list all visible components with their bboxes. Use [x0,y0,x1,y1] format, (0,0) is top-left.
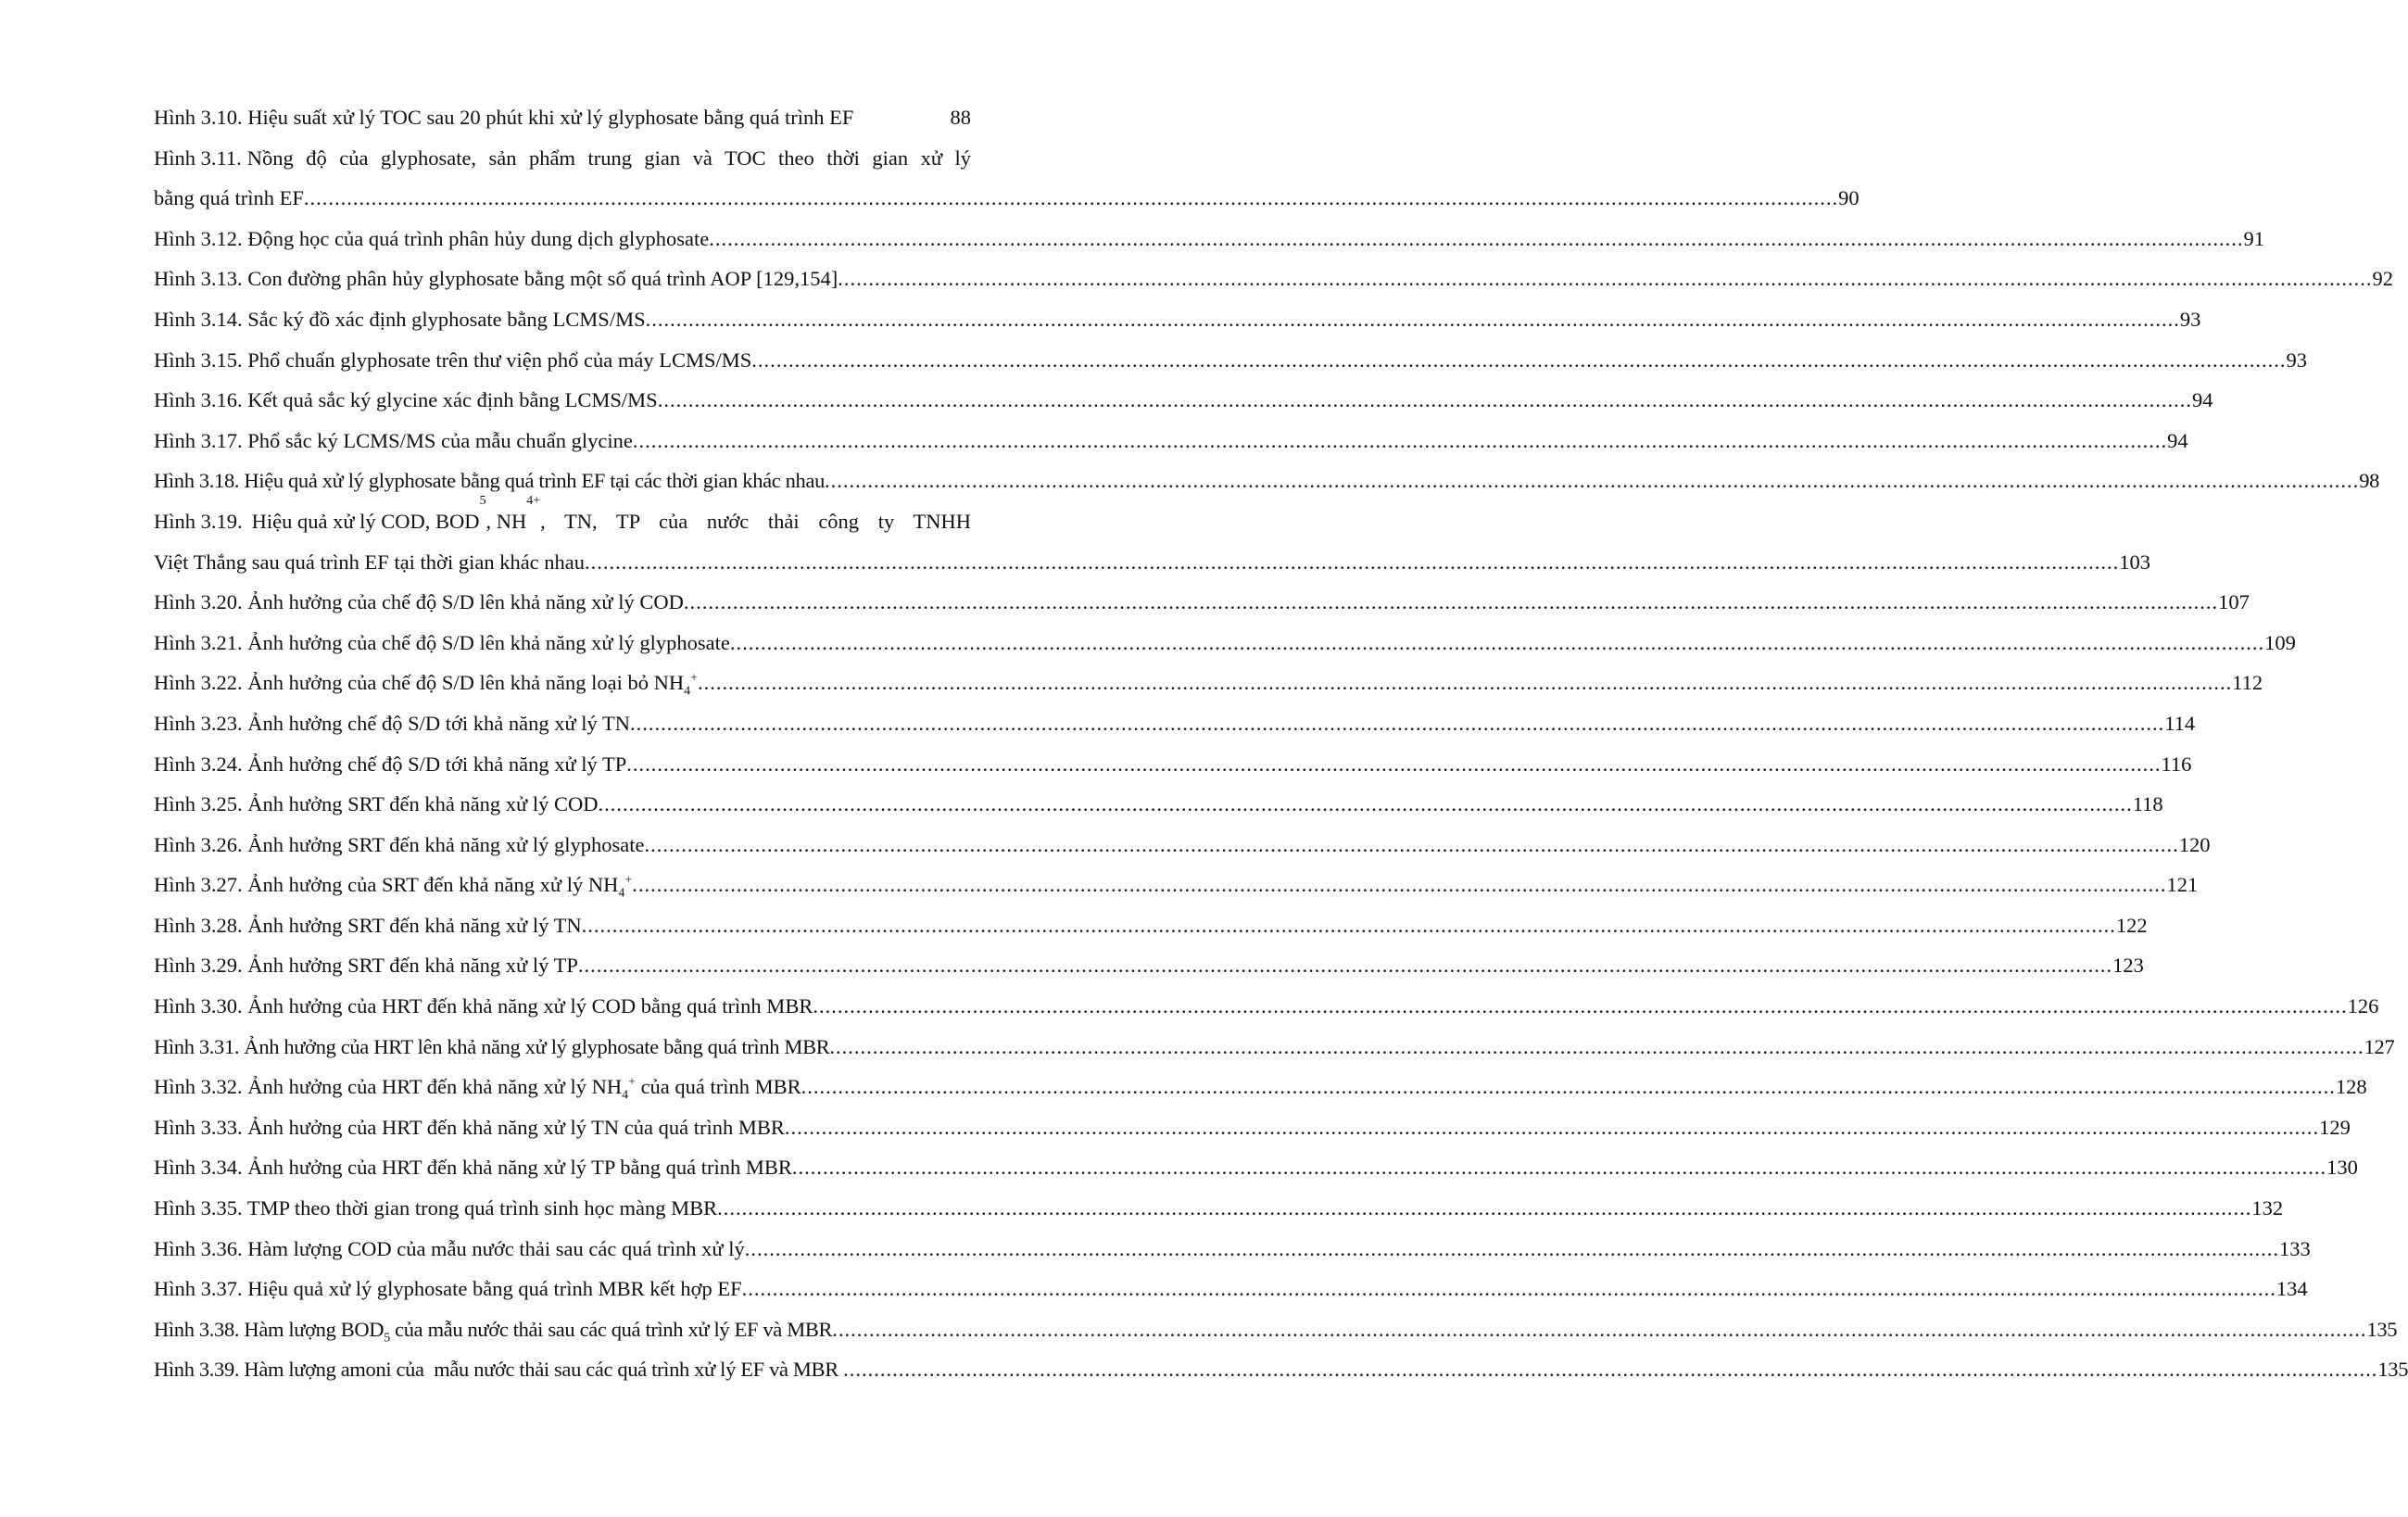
superscript: + [690,671,698,686]
page-number: 107 [2218,590,2250,614]
figure-title: Ảnh hưởng của HRT đến khả năng xử lý TN của quá trình MBR [247,1115,785,1139]
subscript: 4 [618,886,625,901]
figure-label: Hình 3.37. [154,1277,243,1301]
page-number: 94 [2191,388,2213,412]
toc-entry-3-25[interactable] [154,784,2163,825]
figure-label: Hình 3.23. [154,711,243,735]
figure-label: Hình 3.28. [154,913,243,937]
figure-title: Con đường phân hủy glyphosate bằng một số quá trình AOP [129,154] [247,267,838,291]
figure-title: Ảnh hưởng của chế độ S/D lên khả năng loại bỏ NH [247,671,685,695]
figure-title: Ảnh hưởng của HRT lên khả năng xử lý glyphosate bằng quá trình MBR [244,1034,830,1058]
toc-entry-3-19[interactable] [154,493,971,542]
page-number: 134 [2276,1277,2308,1301]
toc-entry-3-37[interactable] [154,1269,2308,1309]
figure-label: Hình 3.31. [154,1034,240,1058]
figure-label: Hình 3.10. [154,106,243,129]
toc-entry-3-20[interactable] [154,582,2250,623]
toc-entry-3-13[interactable] [154,259,2393,299]
figure-label: Hình 3.15. [154,348,243,372]
figure-title: Hàm lượng COD của mẫu nước thải sau các quá trình xử lý [247,1236,745,1260]
figure-title: Hiệu suất xử lý TOC sau 20 phút khi xử lý glyphosate bằng quá trình EF [247,106,854,129]
toc-entry-3-24[interactable] [154,744,2192,785]
figure-title: Ảnh hưởng SRT đến khả năng xử lý COD [247,792,599,816]
figure-label: Hình 3.33. [154,1115,243,1139]
subscript: 5 [479,493,486,508]
figure-label: Hình 3.25. [154,792,243,816]
toc-entry-3-35[interactable] [154,1188,2284,1229]
figure-label: Hình 3.32. [154,1075,243,1099]
list-of-figures [154,97,2408,1390]
figure-label: Hình 3.27. [154,873,243,897]
figure-title: Ảnh hưởng SRT đến khả năng xử lý glyphosate [247,832,645,856]
figure-title-part: của quá trình MBR [635,1075,801,1099]
toc-entry-3-34[interactable] [154,1147,2358,1188]
toc-entry-3-19-cont[interactable] [154,542,2151,583]
figure-title: Nồng độ của glyphosate, sản phẩm trung gian và TOC theo thời gian xử lý [246,145,971,170]
page-number: 127 [2364,1034,2395,1058]
page-number: 90 [1838,186,1860,210]
toc-entry-3-31[interactable] [154,1027,2395,1068]
page-number: 133 [2279,1236,2311,1260]
figure-label: Hình 3.14. [154,307,243,331]
figure-label: Hình 3.11. [154,145,242,170]
superscript: + [628,1075,636,1090]
figure-title-continued: Việt Thắng sau quá trình EF tại thời gian khác nhau [154,550,586,574]
subscript: 4 [684,684,691,699]
subscript: 5 [384,1331,390,1346]
figure-label: Hình 3.20. [154,590,243,614]
toc-entry-3-39[interactable] [154,1349,2408,1390]
figure-title: Kết quả sắc ký glycine xác định bằng LCMS/MS [247,388,658,412]
page-number: 132 [2251,1196,2284,1220]
figure-label: Hình 3.39. [154,1358,240,1382]
toc-entry-3-32[interactable] [154,1067,2367,1107]
figure-title: Ảnh hưởng chế độ S/D tới khả năng xử lý TN [247,711,630,735]
figure-label: Hình 3.12. [154,226,243,250]
figure-label: Hình 3.34. [154,1156,243,1180]
page-number: 88 [950,106,971,129]
figure-title: Hiệu quả xử lý glyphosate bằng quá trình EF tại các thời gian khác nhau [244,469,825,493]
figure-title: Ảnh hưởng chế độ S/D tới khả năng xử lý TP [247,752,627,776]
figure-title: Ảnh hưởng của HRT đến khả năng xử lý COD bằng quá trình MBR [247,994,813,1018]
figure-title: Ảnh hưởng của HRT đến khả năng xử lý NH [247,1075,623,1099]
toc-entry-3-21[interactable] [154,623,2296,664]
figure-title: Ảnh hưởng của SRT đến khả năng xử lý NH [247,873,619,897]
figure-label: Hình 3.13. [154,267,243,291]
page-number: 92 [2372,267,2393,291]
page-number: 118 [2132,792,2163,816]
page-number: 135 [2366,1317,2398,1341]
figure-title: Ảnh hưởng của chế độ S/D lên khả năng xử lý glyphosate [247,630,730,654]
figure-title [251,493,971,542]
toc-entry-3-27[interactable] [154,865,2199,905]
page-number: 93 [2286,348,2308,372]
figure-title: Ảnh hưởng của HRT đến khả năng xử lý TP bằng quá trình MBR [247,1156,792,1180]
toc-entry-3-11[interactable] [154,138,971,179]
figure-label: Hình 3.16. [154,388,243,412]
page-number: 116 [2161,752,2192,776]
toc-entry-3-29[interactable] [154,945,2144,986]
toc-entry-3-16[interactable] [154,380,2213,421]
figure-label: Hình 3.22. [154,671,243,695]
superscript: + [533,493,541,508]
subscript: 4 [622,1088,629,1103]
page-number: 123 [2112,954,2144,978]
toc-entry-3-17[interactable] [154,421,2188,461]
toc-entry-3-33[interactable] [154,1107,2351,1148]
toc-entry-3-14[interactable] [154,299,2201,340]
page-number: 93 [2179,307,2201,331]
figure-label: Hình 3.38. [154,1317,240,1341]
figure-label: Hình 3.21. [154,630,243,654]
page-number: 114 [2164,711,2196,735]
figure-title: Động học của quá trình phân hủy dung dịch glyphosate [247,226,710,250]
figure-title-part: Hiệu quả xử lý COD, BOD [251,509,480,533]
toc-entry-3-26[interactable] [154,825,2211,866]
page-number: 128 [2335,1075,2367,1099]
figure-title-part: , NH [485,509,527,533]
toc-entry-3-15[interactable] [154,340,2308,381]
figure-title-part: , TN, TP của nước thải công ty TNHH [540,509,971,533]
page-number: 120 [2178,832,2211,856]
page-number: 130 [2326,1156,2358,1180]
page-number: 91 [2243,226,2265,250]
toc-entry-3-22[interactable] [154,663,2263,703]
figure-title: Ảnh hưởng SRT đến khả năng xử lý TP [247,954,578,978]
figure-label: Hình 3.18. [154,469,240,493]
page-number: 94 [2167,428,2188,452]
toc-entry-3-28[interactable] [154,905,2148,946]
toc-entry-3-38[interactable] [154,1309,2398,1350]
figure-title-continued: bằng quá trình EF [154,186,304,210]
figure-title: Ảnh hưởng SRT đến khả năng xử lý TN [247,913,582,937]
figure-title: TMP theo thời gian trong quá trình sinh học màng MBR [246,1196,718,1220]
page-number: 112 [2232,671,2263,695]
figure-label: Hình 3.17. [154,428,243,452]
figure-title: Hiệu quả xử lý glyphosate bằng quá trình MBR kết hợp EF [247,1277,742,1301]
superscript: + [624,873,633,888]
page-number: 109 [2264,630,2296,654]
page-number: 126 [2347,994,2379,1018]
toc-entry-3-18[interactable] [154,461,2380,501]
page-number: 129 [2319,1115,2351,1139]
toc-entry-3-10[interactable] [154,97,971,138]
toc-entry-3-36[interactable] [154,1229,2311,1270]
toc-entry-3-12[interactable] [154,219,2265,259]
figure-title-part: của mẫu nước thải sau các quá trình xử lý EF và MBR [389,1317,833,1341]
page-number: 103 [2119,550,2151,574]
figure-title: Phổ sắc ký LCMS/MS của mẫu chuẩn glycine [247,428,633,452]
page-number: 122 [2115,913,2148,937]
figure-label: Hình 3.24. [154,752,243,776]
figure-title: Phổ chuẩn glyphosate trên thư viện phổ của máy LCMS/MS [247,348,752,372]
figure-label: Hình 3.26. [154,832,243,856]
toc-entry-3-11-cont[interactable] [154,178,1860,219]
page-number: 121 [2166,873,2199,897]
figure-title: Sắc ký đồ xác định glyphosate bằng LCMS/MS [247,307,646,331]
figure-title: Hàm lượng BOD [244,1317,385,1341]
figure-title: Hàm lượng amoni của mẫu nước thải sau các quá trình xử lý EF và MBR [244,1358,838,1382]
page-number: 98 [2359,469,2380,493]
figure-label: Hình 3.35. [154,1196,243,1220]
subscript: 4 [526,493,534,508]
toc-entry-3-30[interactable] [154,986,2379,1027]
figure-label: Hình 3.30. [154,994,243,1018]
figure-label: Hình 3.29. [154,954,243,978]
figure-title: Ảnh hưởng của chế độ S/D lên khả năng xử lý COD [247,590,684,614]
figure-label: Hình 3.36. [154,1236,243,1260]
page-number: 135 [2377,1358,2408,1382]
toc-entry-3-23[interactable] [154,703,2196,744]
figure-label: Hình 3.19. [154,509,243,533]
